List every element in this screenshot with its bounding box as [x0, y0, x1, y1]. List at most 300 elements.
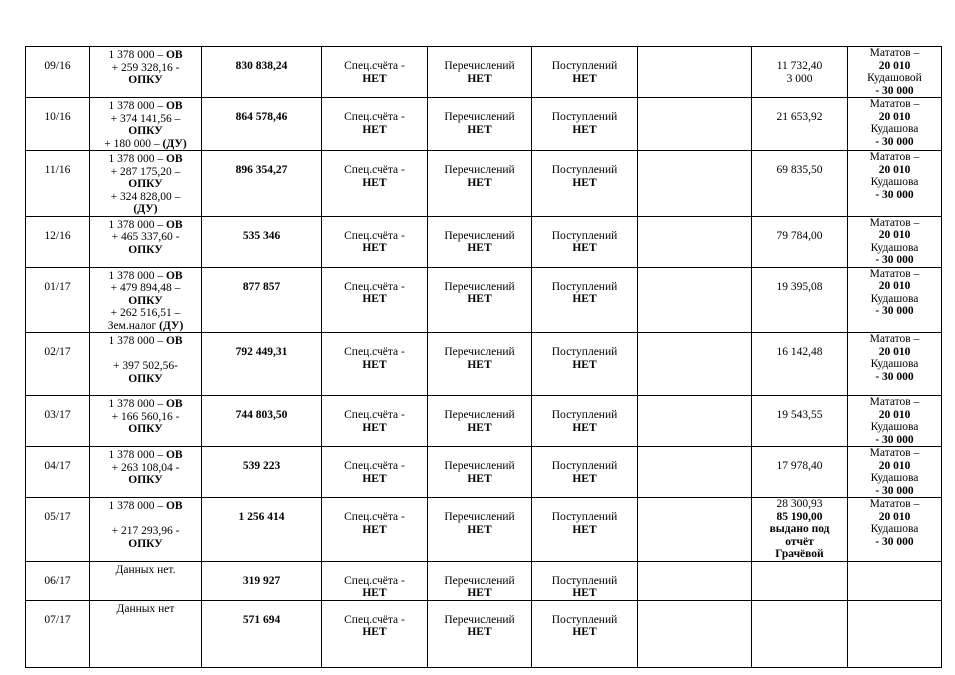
status-label: Перечислений — [444, 164, 515, 176]
budget-line — [92, 320, 199, 333]
status-label: Поступлений — [551, 346, 618, 358]
budget-amount: + 479 894,48 – — [110, 282, 181, 294]
receipts-cell — [532, 498, 638, 562]
total-cell — [202, 98, 322, 151]
payment-line: 20 010 — [878, 459, 911, 472]
table-row — [26, 498, 942, 562]
misc-cell — [752, 333, 848, 396]
status-label: Спец.счёта - — [344, 60, 405, 72]
period-date: 05/17 — [44, 511, 71, 523]
receipts-cell — [532, 561, 638, 600]
total-amount: 1 256 414 — [238, 511, 285, 523]
status-label: Перечислений — [444, 460, 515, 472]
budget-cell — [90, 498, 202, 562]
budget-line — [92, 449, 199, 462]
budget-code: ОВ — [165, 500, 183, 512]
payments-cell — [848, 396, 942, 447]
budget-amount: 1 378 000 – — [108, 100, 166, 112]
status-value: НЕТ — [362, 587, 387, 599]
status-value: НЕТ — [362, 472, 387, 485]
transfers-cell — [428, 498, 532, 562]
budget-line — [92, 125, 199, 138]
budget-amount: Данных нет. — [115, 563, 176, 576]
budget-line — [92, 307, 199, 320]
status-value: НЕТ — [467, 421, 492, 434]
budget-code: ОПКУ — [128, 372, 163, 385]
payment-line: Кудашова — [870, 358, 919, 370]
budget-cell — [90, 447, 202, 498]
status-label: Поступлений — [551, 164, 618, 176]
budget-amount: Зем.налог — [107, 319, 160, 332]
budget-line — [92, 398, 199, 411]
misc-value: 16 142,48 — [776, 346, 823, 358]
budget-line — [92, 178, 199, 191]
budget-amount: + 324 828,00 – — [110, 190, 181, 203]
budget-code: (ДУ) — [159, 319, 184, 332]
table-row — [26, 600, 942, 667]
date-cell — [26, 151, 90, 217]
payment-line: Кудашова — [870, 472, 919, 484]
budget-line — [92, 538, 199, 551]
budget-line — [92, 74, 199, 87]
budget-line — [92, 411, 199, 424]
misc-value: 19 543,55 — [776, 409, 823, 421]
budget-code: ОПКУ — [128, 423, 163, 435]
status-label: Поступлений — [551, 280, 618, 293]
payment-line: Кудашовой — [867, 72, 922, 84]
misc-cell — [752, 396, 848, 447]
payment-line: 20 010 — [878, 110, 911, 123]
transfers-cell — [428, 447, 532, 498]
budget-code: ОПКУ — [128, 74, 163, 86]
payment-line: Мататов – — [869, 151, 920, 163]
misc-value: 85 190,00 — [776, 510, 823, 523]
budget-amount: 1 378 000 – — [108, 153, 166, 165]
status-label: Поступлений — [551, 511, 618, 523]
budget-amount: + 465 337,60 - — [111, 231, 180, 243]
status-label: Поступлений — [551, 409, 618, 421]
status-value: НЕТ — [572, 472, 597, 485]
status-label: Спец.счёта - — [344, 280, 405, 293]
payments-cell — [848, 561, 942, 600]
status-value: НЕТ — [362, 293, 387, 305]
total-cell — [202, 267, 322, 333]
status-value: НЕТ — [572, 123, 597, 136]
budget-code: ОВ — [165, 269, 183, 282]
budget-line — [92, 564, 199, 577]
date-cell — [26, 98, 90, 151]
payment-line: Мататов – — [869, 267, 920, 280]
budget-cell — [90, 267, 202, 333]
misc-cell — [752, 216, 848, 267]
payment-line: 20 010 — [878, 408, 911, 421]
budget-cell — [90, 600, 202, 667]
table-row — [26, 151, 942, 217]
budget-amount: + 217 293,96 - — [111, 525, 180, 537]
transfers-cell — [428, 396, 532, 447]
budget-code: ОПКУ — [128, 294, 163, 307]
budget-amount: 1 378 000 – — [108, 398, 166, 410]
budget-line — [92, 191, 199, 204]
payment-line: - 30 000 — [875, 254, 914, 266]
empty-cell — [638, 561, 752, 600]
status-label: Перечислений — [444, 511, 515, 523]
period-date: 06/17 — [44, 574, 71, 587]
budget-line — [92, 219, 199, 232]
date-cell — [26, 47, 90, 98]
empty-cell — [638, 396, 752, 447]
budget-cell — [90, 151, 202, 217]
spec-accounts-cell — [322, 561, 428, 600]
misc-cell — [752, 600, 848, 667]
period-date: 12/16 — [44, 229, 71, 242]
payment-line: Кудашова — [870, 176, 919, 188]
payment-line: 20 010 — [878, 280, 911, 292]
budget-code: ОПКУ — [128, 178, 163, 190]
status-label: Перечислений — [444, 111, 515, 123]
budget-line — [92, 474, 199, 487]
receipts-cell — [532, 600, 638, 667]
budget-line — [92, 244, 199, 257]
receipts-cell — [532, 47, 638, 98]
misc-value: 19 395,08 — [776, 280, 823, 293]
budget-line — [92, 153, 199, 166]
status-label: Спец.счёта - — [344, 229, 405, 242]
budget-line — [92, 282, 199, 295]
budget-code: ОВ — [165, 100, 183, 112]
misc-value: 3 000 — [786, 72, 813, 85]
payments-cell — [848, 151, 942, 217]
table-row — [26, 267, 942, 333]
transfers-cell — [428, 333, 532, 396]
misc-cell — [752, 561, 848, 600]
receipts-cell — [532, 333, 638, 396]
budget-code: ОПКУ — [128, 537, 163, 550]
misc-value: 79 784,00 — [776, 229, 823, 242]
status-label: Поступлений — [551, 574, 618, 587]
status-label: Перечислений — [444, 613, 515, 626]
status-label: Спец.счёта - — [344, 613, 405, 626]
status-value: НЕТ — [572, 587, 597, 599]
empty-cell — [638, 151, 752, 217]
period-date: 10/16 — [44, 111, 71, 123]
status-value: НЕТ — [572, 523, 597, 536]
total-cell — [202, 216, 322, 267]
payments-cell — [848, 333, 942, 396]
total-cell — [202, 561, 322, 600]
empty-cell — [638, 498, 752, 562]
total-cell — [202, 151, 322, 217]
budget-amount: + 180 000 – — [104, 137, 163, 150]
status-label: Поступлений — [551, 111, 618, 123]
budget-amount: + 263 108,04 - — [111, 461, 180, 474]
budget-line — [92, 335, 199, 348]
misc-value: отчёт — [785, 535, 814, 548]
misc-cell — [752, 447, 848, 498]
budget-cell — [90, 47, 202, 98]
status-label: Спец.счёта - — [344, 511, 405, 523]
period-date: 04/17 — [44, 460, 71, 472]
payment-line: Мататов – — [869, 333, 920, 345]
budget-line — [92, 231, 199, 244]
misc-cell — [752, 498, 848, 562]
spec-accounts-cell — [322, 396, 428, 447]
status-value: НЕТ — [572, 242, 597, 254]
budget-line — [92, 49, 199, 62]
empty-cell — [638, 98, 752, 151]
spec-accounts-cell — [322, 267, 428, 333]
empty-cell — [638, 600, 752, 667]
payment-line: - 30 000 — [875, 370, 914, 383]
misc-cell — [752, 267, 848, 333]
status-label: Спец.счёта - — [344, 111, 405, 123]
status-label: Поступлений — [551, 229, 618, 242]
payment-line: - 30 000 — [875, 84, 914, 97]
spec-accounts-cell — [322, 447, 428, 498]
table-row — [26, 396, 942, 447]
budget-amount: + 397 502,56- — [113, 360, 178, 372]
financial-table — [25, 46, 942, 668]
payment-line: 20 010 — [878, 163, 911, 176]
status-label: Перечислений — [444, 280, 515, 293]
budget-cell — [90, 98, 202, 151]
transfers-cell — [428, 216, 532, 267]
status-label: Перечислений — [444, 229, 515, 242]
total-amount: 539 223 — [242, 460, 281, 472]
empty-cell — [638, 447, 752, 498]
status-value: НЕТ — [362, 523, 387, 536]
total-amount: 864 578,46 — [235, 111, 288, 123]
total-cell — [202, 600, 322, 667]
budget-amount: 1 378 000 – — [108, 49, 166, 61]
receipts-cell — [532, 396, 638, 447]
budget-line — [92, 100, 199, 113]
status-label: Поступлений — [551, 60, 618, 72]
transfers-cell — [428, 98, 532, 151]
misc-value: 11 732,40 — [776, 60, 823, 72]
status-value: НЕТ — [467, 587, 492, 599]
budget-cell — [90, 561, 202, 600]
total-amount: 830 838,24 — [235, 60, 288, 72]
total-amount: 744 803,50 — [235, 409, 288, 421]
budget-cell — [90, 216, 202, 267]
budget-line — [92, 270, 199, 283]
budget-cell — [90, 333, 202, 396]
budget-code: (ДУ) — [162, 137, 187, 150]
budget-line — [92, 373, 199, 386]
status-label: Перечислений — [444, 409, 515, 421]
status-label: Спец.счёта - — [344, 409, 405, 421]
misc-value: выдано под — [769, 523, 830, 535]
transfers-cell — [428, 151, 532, 217]
total-amount: 535 346 — [242, 229, 281, 242]
table-row — [26, 216, 942, 267]
date-cell — [26, 216, 90, 267]
table-row — [26, 561, 942, 600]
budget-amount: Данных нет — [116, 602, 175, 615]
payment-line: 20 010 — [878, 59, 911, 72]
status-value: НЕТ — [467, 72, 492, 85]
status-value: НЕТ — [362, 626, 387, 638]
status-value: НЕТ — [572, 626, 597, 638]
status-label: Спец.счёта - — [344, 574, 405, 587]
payment-line: Мататов – — [869, 396, 920, 408]
receipts-cell — [532, 447, 638, 498]
spec-accounts-cell — [322, 600, 428, 667]
period-date: 07/17 — [44, 613, 71, 626]
receipts-cell — [532, 216, 638, 267]
payment-line: Мататов – — [869, 498, 920, 510]
status-label: Поступлений — [551, 460, 618, 472]
table-row — [26, 98, 942, 151]
transfers-cell — [428, 47, 532, 98]
payment-line: 20 010 — [878, 510, 911, 523]
status-value: НЕТ — [362, 72, 387, 85]
payments-cell — [848, 98, 942, 151]
status-label: Спец.счёта - — [344, 346, 405, 358]
misc-value: Грачёвой — [775, 548, 824, 560]
table-body — [26, 47, 942, 668]
status-label: Перечислений — [444, 60, 515, 72]
payment-line: - 30 000 — [875, 484, 914, 497]
date-cell — [26, 498, 90, 562]
total-amount: 792 449,31 — [235, 346, 288, 358]
payment-line: - 30 000 — [875, 433, 914, 446]
payment-line: Кудашова — [870, 292, 919, 305]
budget-line — [92, 348, 199, 361]
payments-cell — [848, 498, 942, 562]
status-value: НЕТ — [362, 176, 387, 189]
payment-line: Мататов – — [869, 47, 920, 59]
budget-amount: 1 378 000 – — [108, 269, 166, 282]
budget-line — [92, 113, 199, 126]
status-value: НЕТ — [467, 176, 492, 189]
payments-cell — [848, 447, 942, 498]
period-date: 11/16 — [44, 164, 71, 176]
payments-cell — [848, 600, 942, 667]
status-value: НЕТ — [467, 123, 492, 136]
table-row — [26, 47, 942, 98]
status-value: НЕТ — [572, 293, 597, 305]
empty-cell — [638, 333, 752, 396]
status-label: Спец.счёта - — [344, 460, 405, 472]
payment-line: Мататов – — [869, 447, 920, 459]
date-cell — [26, 267, 90, 333]
table-row — [26, 447, 942, 498]
budget-code: ОВ — [165, 49, 183, 61]
status-label: Спец.счёта - — [344, 164, 405, 176]
payment-line: - 30 000 — [875, 305, 914, 317]
receipts-cell — [532, 151, 638, 217]
misc-cell — [752, 98, 848, 151]
total-cell — [202, 333, 322, 396]
status-value: НЕТ — [362, 242, 387, 254]
period-date: 01/17 — [44, 280, 71, 293]
spec-accounts-cell — [322, 216, 428, 267]
budget-line — [92, 603, 199, 616]
misc-value: 69 835,50 — [776, 164, 823, 176]
spec-accounts-cell — [322, 98, 428, 151]
transfers-cell — [428, 267, 532, 333]
date-cell — [26, 396, 90, 447]
period-date: 03/17 — [44, 409, 71, 421]
budget-amount: + 259 328,16 - — [111, 61, 180, 74]
budget-code: ОПКУ — [128, 243, 163, 256]
budget-line — [92, 500, 199, 513]
payment-line: - 30 000 — [875, 188, 914, 201]
status-value: НЕТ — [467, 242, 492, 254]
status-value: НЕТ — [467, 523, 492, 536]
status-value: НЕТ — [362, 123, 387, 136]
payments-cell — [848, 216, 942, 267]
receipts-cell — [532, 98, 638, 151]
date-cell — [26, 600, 90, 667]
spec-accounts-cell — [322, 151, 428, 217]
budget-line — [92, 360, 199, 373]
budget-cell — [90, 396, 202, 447]
budget-line — [92, 138, 199, 151]
budget-code: (ДУ) — [133, 203, 158, 215]
payment-line: 20 010 — [878, 229, 911, 241]
status-value: НЕТ — [467, 472, 492, 485]
payments-cell — [848, 267, 942, 333]
status-value: НЕТ — [362, 421, 387, 434]
receipts-cell — [532, 267, 638, 333]
table-row — [26, 333, 942, 396]
total-cell — [202, 47, 322, 98]
budget-line — [92, 525, 199, 538]
budget-line — [92, 295, 199, 308]
total-cell — [202, 447, 322, 498]
total-cell — [202, 396, 322, 447]
payment-line: Мататов – — [869, 98, 920, 110]
misc-value: 28 300,93 — [776, 498, 823, 510]
payment-line: Мататов – — [869, 216, 920, 229]
budget-code: ОВ — [165, 398, 183, 410]
budget-amount: 1 378 000 – — [108, 500, 166, 512]
spec-accounts-cell — [322, 47, 428, 98]
total-amount: 571 694 — [242, 613, 281, 626]
budget-line — [92, 62, 199, 75]
payment-line: 20 010 — [878, 345, 911, 358]
total-cell — [202, 498, 322, 562]
budget-line — [92, 513, 199, 526]
status-value: НЕТ — [572, 421, 597, 434]
total-amount: 877 857 — [242, 280, 281, 293]
budget-line — [92, 462, 199, 475]
budget-amount: 1 378 000 – — [108, 335, 166, 347]
payment-line: Кудашова — [870, 523, 919, 535]
transfers-cell — [428, 600, 532, 667]
date-cell — [26, 333, 90, 396]
spec-accounts-cell — [322, 333, 428, 396]
budget-code: ОВ — [165, 335, 183, 347]
payment-line: Кудашова — [870, 241, 919, 254]
payment-line: - 30 000 — [875, 135, 914, 148]
budget-amount: + 166 560,16 - — [111, 410, 180, 423]
budget-amount: + 262 516,51 – — [110, 307, 181, 319]
payment-line: Кудашова — [870, 123, 919, 135]
budget-line — [92, 423, 199, 436]
status-value: НЕТ — [572, 176, 597, 189]
total-amount: 319 927 — [242, 574, 281, 587]
budget-line — [92, 203, 199, 216]
status-label: Перечислений — [444, 346, 515, 358]
status-label: Перечислений — [444, 574, 515, 587]
empty-cell — [638, 267, 752, 333]
transfers-cell — [428, 561, 532, 600]
period-date: 09/16 — [44, 60, 71, 72]
